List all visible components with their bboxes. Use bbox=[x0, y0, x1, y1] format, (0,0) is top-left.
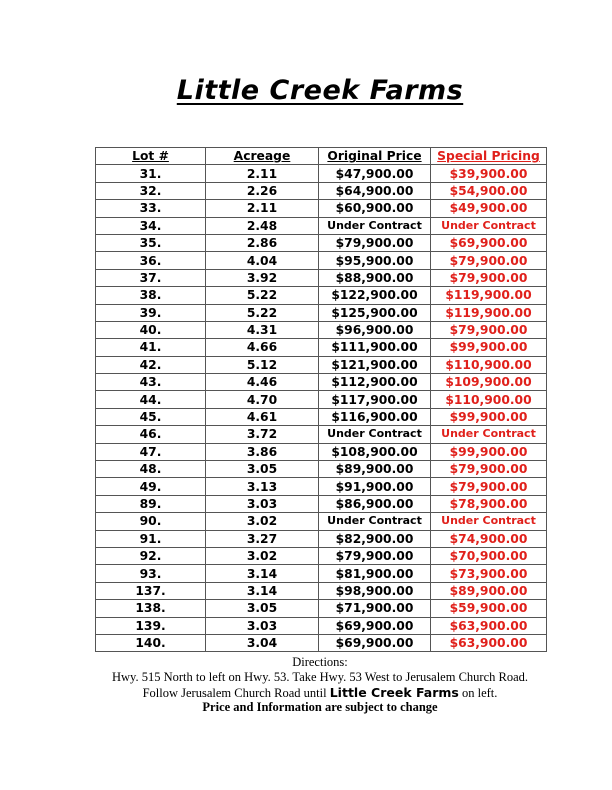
table-row bbox=[96, 287, 547, 304]
lot-number-cell: 40. bbox=[96, 321, 206, 338]
lot-number-cell: 41. bbox=[96, 339, 206, 356]
special-price-cell: Under Contract bbox=[431, 513, 547, 530]
lot-number-cell: 137. bbox=[96, 582, 206, 599]
special-price-cell: Under Contract bbox=[431, 217, 547, 234]
acreage-cell: 5.12 bbox=[206, 356, 319, 373]
table-header-row bbox=[96, 148, 547, 165]
original-price-cell: $89,900.00 bbox=[319, 461, 431, 478]
table-row bbox=[96, 200, 547, 217]
table-row bbox=[96, 582, 547, 599]
directions-line-1: Hwy. 515 North to left on Hwy. 53. Take Hwy. 53 West to Jerusalem Church Road. bbox=[112, 670, 528, 684]
original-price-cell: $91,900.00 bbox=[319, 478, 431, 495]
acreage-cell: 4.66 bbox=[206, 339, 319, 356]
original-price-cell: $88,900.00 bbox=[319, 269, 431, 286]
lot-number-cell: 31. bbox=[96, 165, 206, 182]
original-price-cell: $82,900.00 bbox=[319, 530, 431, 547]
table-row bbox=[96, 443, 547, 460]
acreage-cell: 5.22 bbox=[206, 287, 319, 304]
original-price-cell: $112,900.00 bbox=[319, 374, 431, 391]
table-row bbox=[96, 530, 547, 547]
table-row bbox=[96, 600, 547, 617]
original-price-cell: $64,900.00 bbox=[319, 182, 431, 199]
lot-number-cell: 138. bbox=[96, 600, 206, 617]
acreage-cell: 3.02 bbox=[206, 547, 319, 564]
acreage-cell: 3.05 bbox=[206, 600, 319, 617]
special-price-cell: $49,900.00 bbox=[431, 200, 547, 217]
special-price-cell: $54,900.00 bbox=[431, 182, 547, 199]
original-price-cell: $69,900.00 bbox=[319, 634, 431, 651]
table-row bbox=[96, 461, 547, 478]
lot-number-cell: 93. bbox=[96, 565, 206, 582]
acreage-cell: 3.72 bbox=[206, 426, 319, 443]
table-row bbox=[96, 634, 547, 651]
table-row bbox=[96, 217, 547, 234]
table-row bbox=[96, 374, 547, 391]
acreage-cell: 4.46 bbox=[206, 374, 319, 391]
special-price-cell: $99,900.00 bbox=[431, 443, 547, 460]
lot-number-cell: 37. bbox=[96, 269, 206, 286]
brand-name: Little Creek Farms bbox=[329, 685, 459, 700]
table-row bbox=[96, 339, 547, 356]
lot-number-cell: 139. bbox=[96, 617, 206, 634]
table-row bbox=[96, 391, 547, 408]
table-row bbox=[96, 478, 547, 495]
table-row bbox=[96, 513, 547, 530]
special-price-cell: $78,900.00 bbox=[431, 495, 547, 512]
acreage-cell: 3.03 bbox=[206, 617, 319, 634]
original-price-cell: $96,900.00 bbox=[319, 321, 431, 338]
table-body bbox=[96, 165, 547, 652]
special-price-cell: $110,900.00 bbox=[431, 356, 547, 373]
original-price-cell: $125,900.00 bbox=[319, 304, 431, 321]
special-price-cell: $63,900.00 bbox=[431, 634, 547, 651]
table-row bbox=[96, 547, 547, 564]
lot-number-cell: 48. bbox=[96, 461, 206, 478]
acreage-cell: 3.13 bbox=[206, 478, 319, 495]
lot-number-cell: 43. bbox=[96, 374, 206, 391]
special-price-cell: $89,900.00 bbox=[431, 582, 547, 599]
table-row bbox=[96, 252, 547, 269]
lot-number-cell: 47. bbox=[96, 443, 206, 460]
acreage-cell: 3.27 bbox=[206, 530, 319, 547]
acreage-cell: 3.92 bbox=[206, 269, 319, 286]
original-price-cell: $81,900.00 bbox=[319, 565, 431, 582]
lot-number-cell: 38. bbox=[96, 287, 206, 304]
table-row bbox=[96, 234, 547, 251]
acreage-cell: 2.26 bbox=[206, 182, 319, 199]
acreage-cell: 2.11 bbox=[206, 200, 319, 217]
header-special-pricing: Special Pricing bbox=[431, 148, 547, 165]
directions-line-2-suffix: on left. bbox=[458, 686, 498, 700]
special-price-cell: $39,900.00 bbox=[431, 165, 547, 182]
original-price-cell: Under Contract bbox=[319, 426, 431, 443]
acreage-cell: 3.05 bbox=[206, 461, 319, 478]
special-price-cell: $119,900.00 bbox=[431, 304, 547, 321]
lot-number-cell: 91. bbox=[96, 530, 206, 547]
acreage-cell: 4.31 bbox=[206, 321, 319, 338]
lot-number-cell: 89. bbox=[96, 495, 206, 512]
table-row bbox=[96, 321, 547, 338]
lot-number-cell: 33. bbox=[96, 200, 206, 217]
table-row bbox=[96, 182, 547, 199]
table-row bbox=[96, 356, 547, 373]
lot-number-cell: 46. bbox=[96, 426, 206, 443]
page-title: Little Creek Farms bbox=[176, 75, 464, 106]
header-acreage: Acreage bbox=[206, 148, 319, 165]
lot-number-cell: 36. bbox=[96, 252, 206, 269]
special-price-cell: Under Contract bbox=[431, 426, 547, 443]
original-price-cell: $71,900.00 bbox=[319, 600, 431, 617]
special-price-cell: $73,900.00 bbox=[431, 565, 547, 582]
lot-number-cell: 49. bbox=[96, 478, 206, 495]
original-price-cell: $60,900.00 bbox=[319, 200, 431, 217]
original-price-cell: $86,900.00 bbox=[319, 495, 431, 512]
table-row bbox=[96, 426, 547, 443]
price-notice: Price and Information are subject to change bbox=[202, 700, 438, 714]
lot-number-cell: 35. bbox=[96, 234, 206, 251]
original-price-cell: $108,900.00 bbox=[319, 443, 431, 460]
original-price-cell: $122,900.00 bbox=[319, 287, 431, 304]
original-price-cell: $98,900.00 bbox=[319, 582, 431, 599]
acreage-cell: 3.03 bbox=[206, 495, 319, 512]
table-row bbox=[96, 495, 547, 512]
lot-number-cell: 39. bbox=[96, 304, 206, 321]
lot-number-cell: 32. bbox=[96, 182, 206, 199]
acreage-cell: 2.48 bbox=[206, 217, 319, 234]
original-price-cell: $69,900.00 bbox=[319, 617, 431, 634]
special-price-cell: $69,900.00 bbox=[431, 234, 547, 251]
special-price-cell: $119,900.00 bbox=[431, 287, 547, 304]
original-price-cell: $95,900.00 bbox=[319, 252, 431, 269]
acreage-cell: 3.14 bbox=[206, 565, 319, 582]
acreage-cell: 2.86 bbox=[206, 234, 319, 251]
original-price-cell: Under Contract bbox=[319, 217, 431, 234]
table-row bbox=[96, 617, 547, 634]
lot-number-cell: 44. bbox=[96, 391, 206, 408]
original-price-cell: Under Contract bbox=[319, 513, 431, 530]
acreage-cell: 3.86 bbox=[206, 443, 319, 460]
special-price-cell: $70,900.00 bbox=[431, 547, 547, 564]
acreage-cell: 4.70 bbox=[206, 391, 319, 408]
special-price-cell: $79,900.00 bbox=[431, 478, 547, 495]
special-price-cell: $59,900.00 bbox=[431, 600, 547, 617]
table-row bbox=[96, 269, 547, 286]
table-row bbox=[96, 304, 547, 321]
original-price-cell: $47,900.00 bbox=[319, 165, 431, 182]
lot-number-cell: 42. bbox=[96, 356, 206, 373]
acreage-cell: 3.04 bbox=[206, 634, 319, 651]
header-original-price: Original Price bbox=[319, 148, 431, 165]
directions-line-2-prefix: Follow Jerusalem Church Road until bbox=[142, 686, 330, 700]
lot-number-cell: 92. bbox=[96, 547, 206, 564]
table-row bbox=[96, 565, 547, 582]
special-price-cell: $79,900.00 bbox=[431, 252, 547, 269]
special-price-cell: $79,900.00 bbox=[431, 321, 547, 338]
original-price-cell: $121,900.00 bbox=[319, 356, 431, 373]
directions-label: Directions: bbox=[292, 655, 348, 669]
special-price-cell: $74,900.00 bbox=[431, 530, 547, 547]
acreage-cell: 4.04 bbox=[206, 252, 319, 269]
lot-number-cell: 90. bbox=[96, 513, 206, 530]
table-row bbox=[96, 408, 547, 425]
special-price-cell: $109,900.00 bbox=[431, 374, 547, 391]
acreage-cell: 3.14 bbox=[206, 582, 319, 599]
acreage-cell: 3.02 bbox=[206, 513, 319, 530]
header-lot: Lot # bbox=[96, 148, 206, 165]
special-price-cell: $79,900.00 bbox=[431, 461, 547, 478]
lot-number-cell: 140. bbox=[96, 634, 206, 651]
directions-line-2 bbox=[0, 685, 612, 701]
table-row bbox=[96, 165, 547, 182]
acreage-cell: 4.61 bbox=[206, 408, 319, 425]
acreage-cell: 5.22 bbox=[206, 304, 319, 321]
special-price-cell: $79,900.00 bbox=[431, 269, 547, 286]
lot-number-cell: 45. bbox=[96, 408, 206, 425]
lot-pricing-table bbox=[95, 147, 547, 652]
special-price-cell: $99,900.00 bbox=[431, 408, 547, 425]
special-price-cell: $99,900.00 bbox=[431, 339, 547, 356]
original-price-cell: $79,900.00 bbox=[319, 547, 431, 564]
special-price-cell: $110,900.00 bbox=[431, 391, 547, 408]
special-price-cell: $63,900.00 bbox=[431, 617, 547, 634]
acreage-cell: 2.11 bbox=[206, 165, 319, 182]
lot-number-cell: 34. bbox=[96, 217, 206, 234]
original-price-cell: $117,900.00 bbox=[319, 391, 431, 408]
original-price-cell: $79,900.00 bbox=[319, 234, 431, 251]
original-price-cell: $111,900.00 bbox=[319, 339, 431, 356]
original-price-cell: $116,900.00 bbox=[319, 408, 431, 425]
